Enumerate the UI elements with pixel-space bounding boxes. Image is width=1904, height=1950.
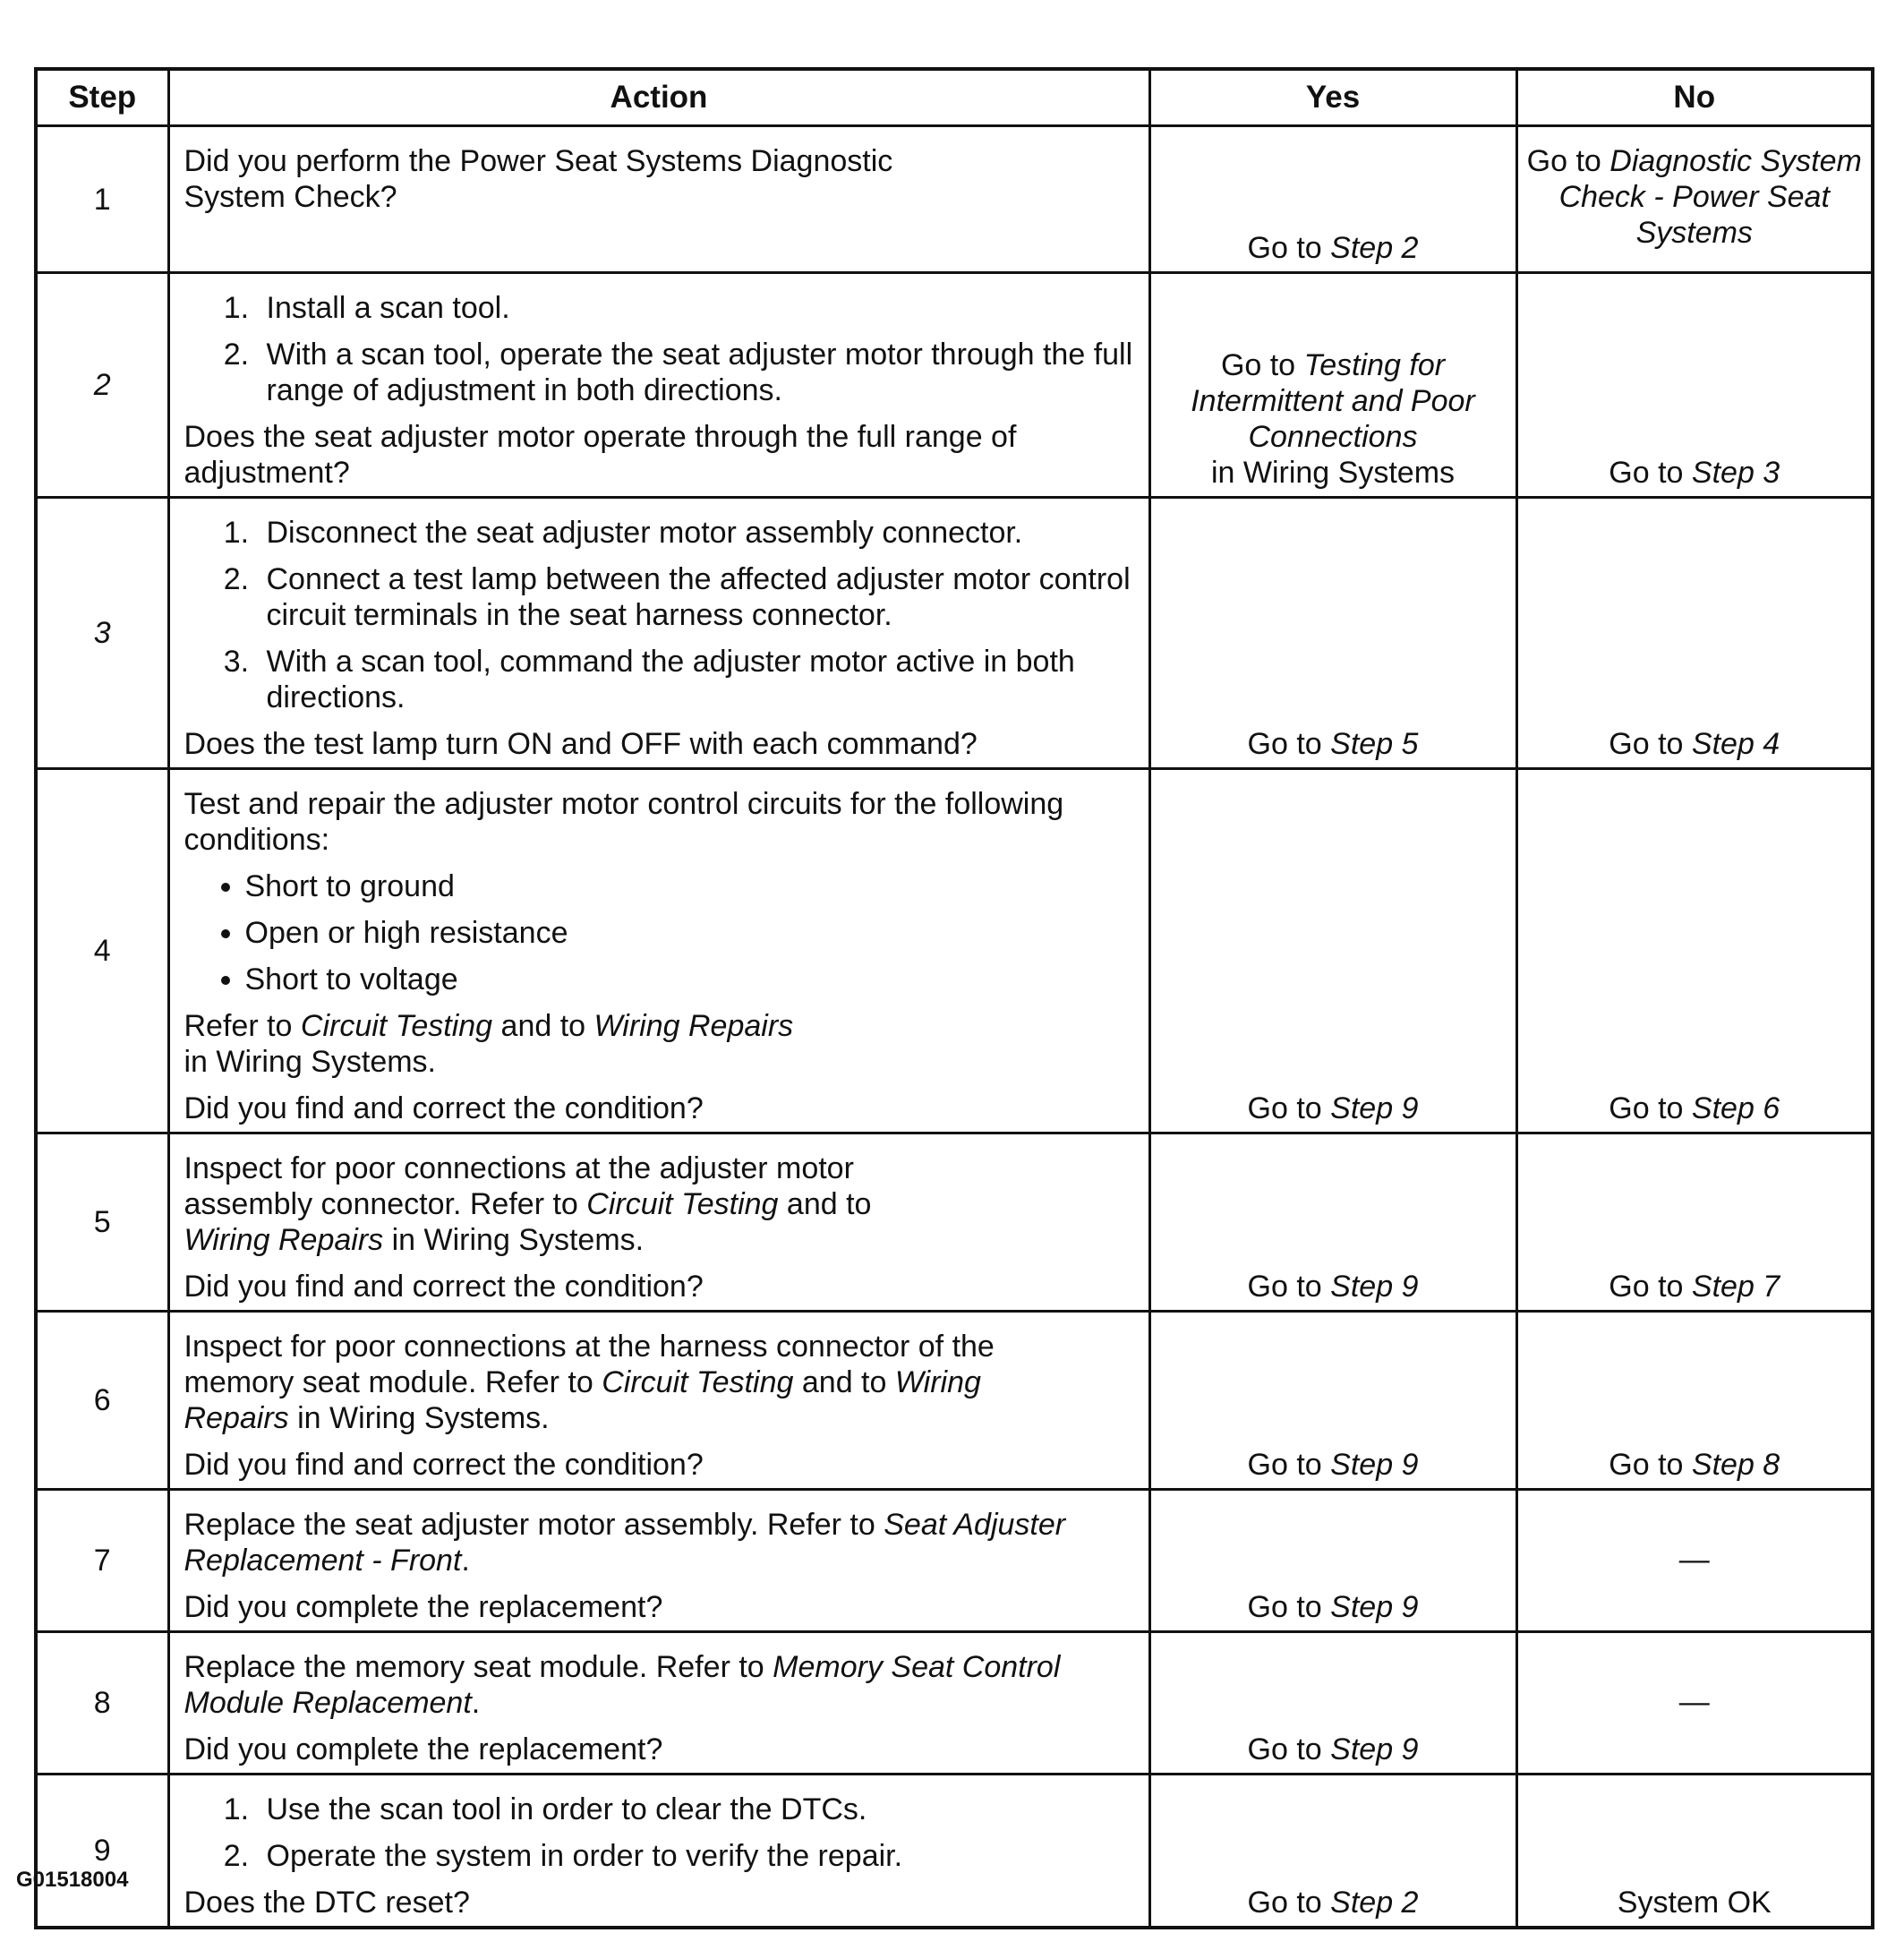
circuit-testing-link[interactable]: Circuit Testing [602,1365,794,1399]
circuit-testing-link[interactable]: Circuit Testing [300,1009,493,1043]
header-action: Action [168,69,1149,126]
action-reference: Refer to Circuit Testing and to Wiring Repairs in Wiring Systems. [184,1009,794,1079]
header-no: No [1516,69,1873,126]
action-text: Inspect for poor connections at the harness connector of the memory seat module. Refer to Circuit Testing and to Wiring Repairs in Wiring Systems. [184,1330,995,1435]
table-row [36,126,1873,273]
action-step-item: 2. With a scan tool, operate the seat adjuster motor through the full range of adjustment in both directions. [258,337,1136,408]
action-intro: Test and repair the adjuster motor control circuits for the following conditions: [184,787,1064,857]
action-question: Did you complete the replacement? [184,1590,663,1624]
no-link[interactable]: Step 8 [1691,1448,1780,1482]
wiring-repairs-link[interactable]: Wiring Repairs [184,1223,384,1257]
no-cell: Go to Step 6 [1516,769,1873,1133]
yes-link[interactable]: Step 9 [1330,1091,1419,1125]
replacement-link[interactable]: Seat Adjuster Replacement - Front [184,1508,1066,1578]
diagnostic-table [34,67,1874,1929]
yes-cell: Go to Step 9 [1149,1312,1516,1490]
action-step-item: 1. Use the scan tool in order to clear the DTCs. [258,1792,1136,1827]
yes-link[interactable]: Step 9 [1330,1732,1419,1766]
no-cell: Go to Step 4 [1516,498,1873,769]
table-row [36,769,1873,1133]
action-step-item: 2. Connect a test lamp between the affected adjuster motor control circuit terminals in the seat harness connector. [258,561,1136,633]
header-step: Step [36,69,168,126]
step-number: 3 [36,498,168,769]
step-number: 8 [36,1632,168,1775]
no-cell: Go to Step 8 [1516,1312,1873,1490]
table-row [36,1312,1873,1490]
no-cell: System OK [1516,1775,1873,1929]
table-row [36,1490,1873,1632]
no-link[interactable]: Step 6 [1691,1091,1780,1125]
action-question: Does the test lamp turn ON and OFF with each command? [184,727,978,761]
no-cell: — [1516,1490,1873,1632]
step-number: 6 [36,1312,168,1490]
no-link[interactable]: Step 3 [1691,456,1780,490]
table-row [36,1775,1873,1929]
step-number: 9 [36,1775,168,1929]
action-question: Did you find and correct the condition? [184,1448,704,1482]
action-question: Did you find and correct the condition? [184,1270,704,1304]
action-question: Does the DTC reset? [184,1886,470,1920]
header-row [36,69,1873,126]
action-cell [168,1490,1149,1632]
action-cell [168,769,1149,1133]
action-step-item: 3. With a scan tool, command the adjuster motor active in both directions. [258,644,1136,715]
action-step-item: 1. Install a scan tool. [258,290,1136,326]
action-steps [184,1792,1136,1874]
action-question: Did you find and correct the condition? [184,1091,704,1125]
action-steps [184,290,1136,408]
header-yes: Yes [1149,69,1516,126]
step-number: 5 [36,1133,168,1312]
table-row [36,273,1873,498]
yes-cell: Go to Step 9 [1149,1490,1516,1632]
yes-cell: Go to Step 9 [1149,1632,1516,1775]
yes-link[interactable]: Step 9 [1330,1270,1419,1304]
action-cell [168,1632,1149,1775]
action-question: Did you complete the replacement? [184,1732,663,1766]
action-question: Does the seat adjuster motor operate through the full range of adjustment? [184,420,1017,490]
no-link[interactable]: Diagnostic System Check - Power Seat Systems [1558,144,1862,250]
wiring-repairs-link[interactable]: Wiring Repairs [593,1009,794,1043]
table-row [36,1632,1873,1775]
step-number: 1 [36,126,168,273]
yes-link[interactable]: Step 9 [1330,1448,1419,1482]
no-link[interactable]: Step 7 [1691,1270,1780,1304]
condition-item: • Short to ground [245,868,1136,904]
circuit-testing-link[interactable]: Circuit Testing [586,1187,779,1221]
action-cell [168,126,1149,273]
yes-cell: Go to Step 9 [1149,1133,1516,1312]
no-cell: Go to Step 7 [1516,1133,1873,1312]
step-number: 2 [36,273,168,498]
yes-link[interactable]: Step 2 [1330,1886,1419,1920]
table-row [36,1133,1873,1312]
yes-link[interactable]: Step 2 [1330,231,1419,265]
no-cell: Go to Step 3 [1516,273,1873,498]
yes-link[interactable]: Step 5 [1330,727,1419,761]
yes-cell: Go to Step 5 [1149,498,1516,769]
table-row [36,498,1873,769]
action-question: Did you perform the Power Seat Systems Diagnostic System Check? [184,144,893,214]
action-text: Replace the seat adjuster motor assembly. Refer to Seat Adjuster Replacement - Front. [184,1508,1066,1578]
replacement-link[interactable]: Memory Seat Control Module Replacement [184,1650,1061,1720]
step-number: 4 [36,769,168,1133]
yes-cell: Go to Testing for Intermittent and Poor Connections in Wiring Systems [1149,273,1516,498]
no-cell: — [1516,1632,1873,1775]
step-number: 7 [36,1490,168,1632]
yes-cell: Go to Step 2 [1149,126,1516,273]
condition-list [184,868,1136,997]
action-cell [168,273,1149,498]
action-step-item: 2. Operate the system in order to verify the repair. [258,1838,1136,1874]
action-cell [168,498,1149,769]
action-steps [184,515,1136,715]
yes-link[interactable]: Testing for Intermittent and Poor Connections [1191,348,1475,454]
no-link[interactable]: Step 4 [1691,727,1780,761]
condition-item: • Open or high resistance [245,915,1136,951]
action-step-item: 1. Disconnect the seat adjuster motor assembly connector. [258,515,1136,551]
action-cell [168,1133,1149,1312]
yes-cell: Go to Step 2 [1149,1775,1516,1929]
action-text: Replace the memory seat module. Refer to Memory Seat Control Module Replacement. [184,1650,1061,1720]
condition-item: • Short to voltage [245,962,1136,997]
no-cell: Go to Diagnostic System Check - Power Seat Systems [1516,126,1873,273]
wiring-repairs-link[interactable]: Wiring Repairs [184,1365,981,1435]
yes-suffix: in Wiring Systems [1210,456,1456,490]
action-cell [168,1312,1149,1490]
yes-link[interactable]: Step 9 [1330,1590,1419,1624]
action-cell [168,1775,1149,1929]
yes-cell: Go to Step 9 [1149,769,1516,1133]
figure-id: G01518004 [16,1868,129,1892]
action-text: Inspect for poor connections at the adjuster motor assembly connector. Refer to Circuit Testing and to Wiring Repairs in Wiring Systems. [184,1151,872,1257]
